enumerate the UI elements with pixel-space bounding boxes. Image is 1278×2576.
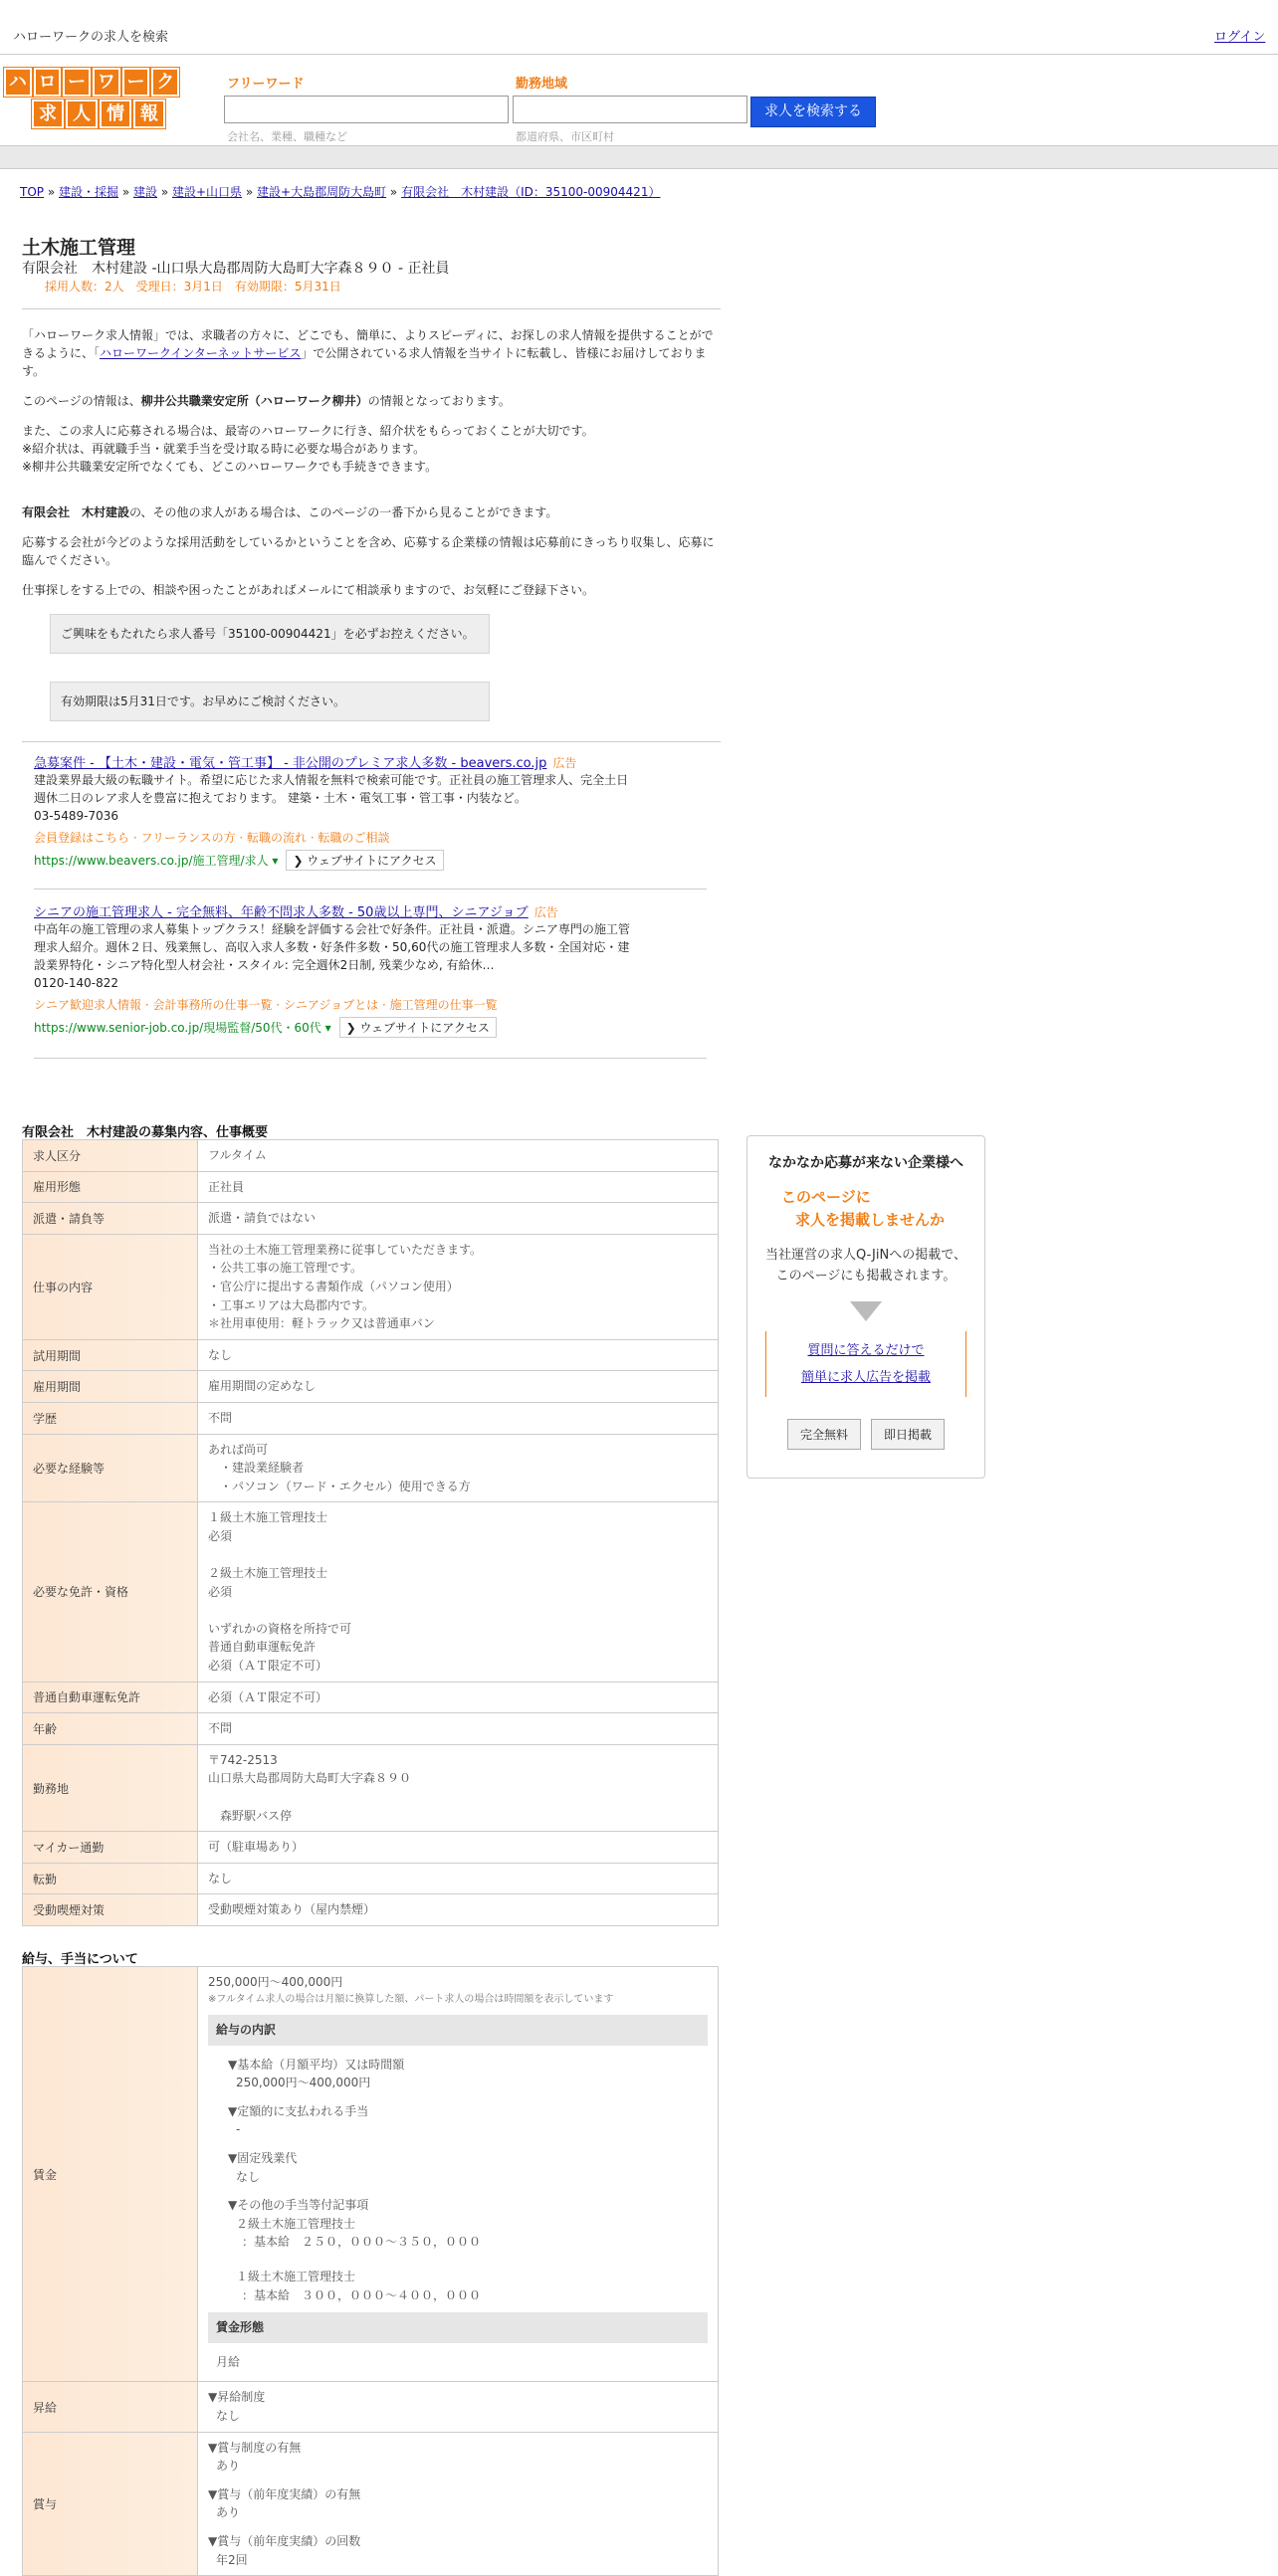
row-value: 受動喫煙対策あり（屋内禁煙） — [198, 1894, 719, 1926]
table-row — [23, 2382, 719, 2432]
intro-p1-a: 「ハローワーク求人情報」では、求職者の方々に、どこでも、簡単に、よりスピーディに、お探しの求人情報を提供することができるように、「 — [22, 328, 714, 360]
raise2: なし — [216, 2409, 241, 2423]
row-value: 当社の土木施工管理業務に従事していただきます。 ・公共工事の施工管理です。 ・官公庁に提出する書類作成（パソコン使用） ・工事エリアは大島郡内です。 ＊社用車使用：軽トラック又は普通車バン — [198, 1234, 719, 1339]
b1v: 250,000円〜400,000円 — [236, 2076, 371, 2090]
row-key: 雇用形態 — [23, 1171, 198, 1203]
ad-desc: 建設業界最大級の転職サイト。希望に応じた求人情報を無料で検索可能です。正社員の施工管理求人、完全土日週休二日のレア求人を豊富に抱えております。 建築・土木・電気工事・管工事・内装など。 — [34, 773, 629, 805]
sidebox-desc-1: 当社運営の求人Q-JiNへの掲載で、 — [765, 1248, 966, 1263]
divider — [34, 889, 707, 890]
row-value: 不問 — [198, 1402, 719, 1434]
area-hint: 都道府県、市区町村 — [516, 130, 614, 143]
row-value: なし — [198, 1339, 719, 1371]
breadcrumb-link[interactable]: 建設・採掘 — [59, 185, 119, 199]
advertise-sidebox — [746, 1135, 985, 1479]
sidebox-link-1[interactable]: 質問に答えるだけで — [807, 1342, 925, 1358]
intro-p2-c: の情報となっております。 — [367, 394, 511, 408]
ad-tag: 広告 — [552, 756, 577, 770]
row-value: 〒742-2513 山口県大島郡周防大島町大字森８９０ 森野駅バス停 — [198, 1744, 719, 1831]
divider — [22, 741, 721, 742]
row-key: 昇給 — [23, 2382, 198, 2432]
breadcrumb-link[interactable]: 建設+山口県 — [172, 185, 243, 199]
row-value: 可（駐車場あり） — [198, 1832, 719, 1864]
logo-char: ワ — [93, 68, 120, 97]
table-row — [23, 1434, 719, 1502]
login-link[interactable]: ログイン — [1214, 30, 1266, 45]
row-value: 派遣・請負ではない — [198, 1203, 719, 1235]
b2v: - — [236, 2122, 241, 2137]
table-row — [23, 1140, 719, 1172]
ad-phone[interactable]: 0120-140-822 — [34, 976, 119, 990]
bonus-cell — [198, 2432, 719, 2576]
table-row — [23, 1713, 719, 1745]
row-key: 試用期間 — [23, 1339, 198, 1371]
wage-amount: 250,000円〜400,000円 — [208, 1975, 343, 1989]
ad-2 — [34, 901, 631, 1038]
table-row — [23, 2432, 719, 2576]
b1: ▼基本給（月額平均）又は時間額 — [228, 2057, 405, 2072]
breadcrumb-sep: » — [242, 185, 258, 199]
row-value: 雇用期間の定めなし — [198, 1371, 719, 1403]
row-key: 転勤 — [23, 1863, 198, 1894]
table-row — [23, 1894, 719, 1926]
office-name: 柳井公共職業安定所（ハローワーク柳井） — [140, 394, 368, 408]
raise-cell — [198, 2382, 719, 2432]
table-row — [23, 1402, 719, 1434]
salary-table — [22, 1966, 719, 2576]
table-row — [23, 1234, 719, 1339]
b4v1: ２級土木施工管理技士 — [236, 2216, 356, 2231]
breadcrumb-link[interactable]: TOP — [20, 185, 45, 199]
freeword-hint: 会社名、業種、職種など — [227, 130, 347, 143]
table-row — [23, 1371, 719, 1403]
breadcrumb-link[interactable]: 建設 — [133, 185, 158, 199]
row-value: フルタイム — [198, 1140, 719, 1172]
table-row — [23, 1863, 719, 1894]
sidebox-links — [765, 1331, 966, 1398]
breakdown-title: 給与の内訳 — [208, 2015, 708, 2046]
header-divider-band — [0, 145, 1278, 169]
spec-table — [22, 1139, 719, 1926]
row-value: 不問 — [198, 1713, 719, 1745]
free-button[interactable]: 完全無料 — [787, 1419, 861, 1450]
ad-1 — [34, 752, 631, 871]
down-arrow-icon — [850, 1301, 882, 1321]
job-title: 土木施工管理 — [22, 237, 136, 259]
logo-char: ー — [63, 68, 91, 97]
table-row — [23, 1203, 719, 1235]
breadcrumb-sep: » — [157, 185, 172, 199]
row-key: 年齢 — [23, 1713, 198, 1745]
bonus5: ▼賞与（前年度実績）の回数 — [208, 2533, 361, 2548]
b3: ▼固定残業代 — [228, 2151, 298, 2166]
table-row — [23, 1744, 719, 1831]
b2: ▼定額的に支払われる手当 — [228, 2103, 369, 2118]
ad-url[interactable]: https://www.beavers.co.jp/施工管理/求人 ▾ — [34, 854, 279, 868]
logo-char: 情 — [100, 99, 131, 128]
top-bar — [0, 0, 1278, 55]
row-value: あれば尚可 ・建設業経験者 ・パソコン（ワード・エクセル）使用できる方 — [198, 1434, 719, 1502]
logo-char: ー — [122, 68, 150, 97]
wage-form-title: 賃金形態 — [208, 2312, 708, 2343]
table-row — [23, 1171, 719, 1203]
intro-p4-b: の、その他の求人がある場合は、このページの一番下から見ることができます。 — [129, 505, 558, 519]
sidebox-title: なかなか応募が来ない企業様へ — [768, 1155, 963, 1171]
row-key: 派遣・請負等 — [23, 1203, 198, 1235]
b4: ▼その他の手当等付記事項 — [228, 2198, 369, 2213]
row-key: 仕事の内容 — [23, 1234, 198, 1339]
sidebox-headline-1: このページに — [781, 1188, 871, 1206]
logo-char: 求 — [32, 99, 64, 128]
ad-sitelinks[interactable]: シニア歓迎求人情報 · 会計事務所の仕事一覧 · シニアジョブとは · 施工管理の仕事一覧 — [34, 998, 498, 1012]
logo-char: ロ — [34, 68, 62, 97]
row-key: 普通自動車運転免許 — [23, 1682, 198, 1713]
job-meta: 採用人数：2人 受理日：3月1日 有効期限：5月31日 — [45, 280, 341, 294]
row-key: 勤務地 — [23, 1744, 198, 1831]
logo-char: 報 — [133, 99, 165, 128]
search-button[interactable]: 求人を検索する — [750, 97, 876, 127]
table-row — [23, 1967, 719, 2382]
bonus3: ▼賞与（前年度実績）の有無 — [208, 2486, 361, 2501]
area-label: 勤務地域 — [516, 77, 568, 92]
bonus6: 年2回 — [216, 2552, 248, 2567]
row-value: １級土木施工管理技士 必須 ２級土木施工管理技士 必須 いずれかの資格を所持で可 普通自動車運転免許 必須（ＡＴ限定不可） — [198, 1502, 719, 1682]
freeword-label: フリーワード — [227, 77, 305, 92]
row-value: なし — [198, 1863, 719, 1894]
table-row — [23, 1832, 719, 1864]
wage-cell — [198, 1967, 719, 2382]
area-input[interactable] — [513, 96, 747, 123]
company-name: 有限会社 木村建設 — [22, 505, 130, 519]
logo-char: ク — [151, 68, 179, 97]
spec-heading: 有限会社 木村建設の募集内容、仕事概要 — [22, 1125, 269, 1140]
expiry-note: 有効期限は5月31日です。お早めにご検討ください。 — [50, 682, 490, 721]
row-key: マイカー通勤 — [23, 1832, 198, 1864]
breadcrumb — [20, 183, 660, 200]
logo-char: 人 — [66, 99, 98, 128]
breadcrumb-link[interactable]: 建設+大島郡周防大島町 — [257, 185, 387, 199]
row-value: 必須（ＡＴ限定不可） — [198, 1682, 719, 1713]
row-key: 必要な免許・資格 — [23, 1502, 198, 1682]
breadcrumb-sep: » — [386, 185, 402, 199]
wage-form: 月給 — [216, 2354, 241, 2369]
breadcrumb-link[interactable]: 有限会社 木村建設（ID：35100-00904421） — [401, 185, 661, 199]
sidebox-headline-2: 求人を掲載しませんか — [795, 1211, 946, 1229]
bonus4: あり — [216, 2505, 241, 2520]
ad-desc: 中高年の施工管理の求人募集トップクラス！経験を評価する会社で好条件。正社員・派遣。シニア専門の施工管理求人紹介。週休２日、残業無し、高収入求人多数・好条件多数・50,60代の施工管理求人多数・全国対応・建設業界特化・シニア特化型人材会社・スタイル: 完全週休2日制, 残業少なめ, 有給休… — [34, 922, 630, 972]
table-row — [23, 1502, 719, 1682]
ad-title[interactable]: 急募案件 - 【土木・建設・電気・管工事】 - 非公開のプレミア求人多数 - beavers.co.jp — [34, 756, 547, 771]
hellowork-logo[interactable] — [4, 68, 179, 125]
row-value: 正社員 — [198, 1171, 719, 1203]
bonus1: ▼賞与制度の有無 — [208, 2440, 302, 2455]
salary-heading: 給与、手当について — [22, 1952, 138, 1967]
salary-table-wrap — [22, 1966, 719, 2576]
job-subtitle: 有限会社 木村建設 -山口県大島郡周防大島町大字森８９０ - 正社員 — [22, 261, 450, 277]
wage-note: ※フルタイム求人の場合は月額に換算した額、パート求人の場合は時間額を表示しています — [208, 1993, 614, 2005]
same-day-button[interactable]: 即日掲載 — [871, 1419, 945, 1450]
b4v2: ：基本給 ２５０，０００～３５０，０００ — [242, 2235, 482, 2250]
b4v3: １級土木施工管理技士 — [236, 2270, 356, 2284]
ad-phone[interactable]: 03-5489-7036 — [34, 809, 119, 823]
visit-website-button[interactable]: ❯ ウェブサイトにアクセス — [286, 850, 443, 871]
visit-website-button[interactable]: ❯ ウェブサイトにアクセス — [339, 1017, 497, 1038]
raise1: ▼昇給制度 — [208, 2390, 266, 2405]
table-row — [23, 1682, 719, 1713]
divider — [34, 1058, 707, 1059]
site-title: ハローワークの求人を検索 — [13, 30, 169, 45]
sidebox-link-2[interactable]: 簡単に求人広告を掲載 — [800, 1369, 931, 1385]
row-key: 学歴 — [23, 1402, 198, 1434]
intro-p6: 仕事探しをする上での、相談や困ったことがあればメールにて相談承りますので、お気軽にご登録下さい。 — [22, 583, 595, 597]
sidebox-desc — [747, 1246, 984, 1288]
bonus2: あり — [216, 2459, 241, 2474]
ad-title[interactable]: シニアの施工管理求人 - 完全無料、年齢不問求人多数 - 50歳以上専門、シニアジョブ — [34, 905, 529, 920]
intro-p2-a: このページの情報は、 — [22, 394, 141, 408]
logo-char: ハ — [4, 68, 32, 97]
spec-table-wrap — [22, 1139, 719, 1926]
row-key: 必要な経験等 — [23, 1434, 198, 1502]
intro-text — [22, 326, 719, 611]
b3v: なし — [236, 2169, 261, 2184]
row-key: 賞与 — [23, 2432, 198, 2576]
job-number-note: ご興味をもたれたら求人番号「35100-00904421」を必ずお控えください。 — [50, 614, 490, 654]
sidebox-desc-2: このページにも掲載されます。 — [775, 1268, 957, 1284]
intro-p3-c: ※柳井公共職業安定所でなくても、どこのハローワークでも手続きできます。 — [22, 460, 438, 474]
b4v4: ：基本給 ３００，０００～４００，０００ — [242, 2287, 482, 2302]
breadcrumb-sep: » — [44, 185, 59, 199]
ad-sitelinks[interactable]: 会員登録はこちら · フリーランスの方 · 転職の流れ · 転職のご相談 — [34, 831, 390, 845]
intro-p1-b: 」で公開されている求人情報を当サイトに転載し、皆様にお届けしております。 — [22, 346, 707, 378]
row-key: 受動喫煙対策 — [23, 1894, 198, 1926]
row-key: 求人区分 — [23, 1140, 198, 1172]
intro-p3: また、この求人に応募される場合は、最寄のハローワークに行き、紹介状をもらっておくことが大切です。 — [22, 424, 594, 438]
ad-tag: 広告 — [533, 905, 558, 919]
row-key: 雇用期間 — [23, 1371, 198, 1403]
row-key: 賃金 — [23, 1967, 198, 2382]
hellowork-internet-link[interactable]: ハローワークインターネットサービス — [100, 346, 302, 360]
intro-p5: 応募する会社が今どのような採用活動をしているかということを含め、応募する企業様の情報は応募前にきっちり収集し、応募に臨んでください。 — [22, 535, 715, 567]
ad-url[interactable]: https://www.senior-job.co.jp/現場監督/50代・60代 ▾ — [34, 1021, 331, 1035]
intro-p3-b: ※紹介状は、再就職手当・就業手当を受け取る時に必要な場合があります。 — [22, 442, 426, 456]
breadcrumb-sep: » — [118, 185, 133, 199]
table-row — [23, 1339, 719, 1371]
breakdown — [208, 2056, 708, 2305]
divider — [22, 308, 721, 309]
freeword-input[interactable] — [224, 96, 509, 123]
